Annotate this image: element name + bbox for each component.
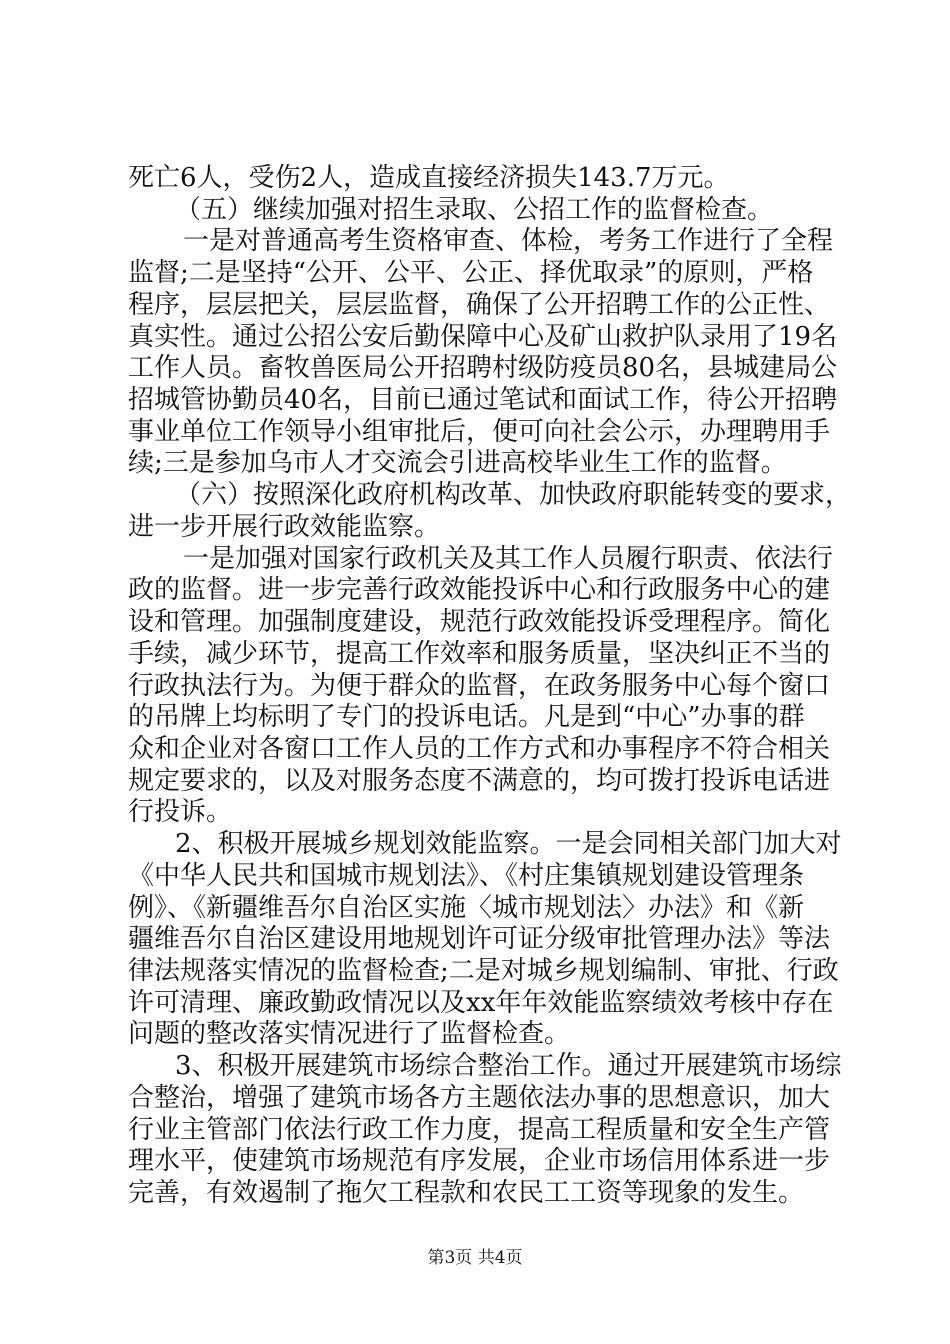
text-line: 死亡6人，受伤2人，造成直接经济损失143.7万元。 [128,163,730,193]
text-line: 规定要求的，以及对服务态度不满意的，均可拨打投诉电话进 [128,765,831,796]
text-line: 政的监督。进一步完善行政效能投诉中心和行政服务中心的建 [128,575,831,606]
text-line: 许可清理、廉政勤政情况以及xx年年效能监察绩效考核中存在 [128,987,834,1018]
text-line: 监督;二是坚持“公开、公平、公正、择优取录”的原则，严格 [128,258,814,289]
text-line: 行政执法行为。为便于群众的监督，在政务服务中心每个窗口 [128,670,831,701]
section-heading-5: （五）继续加强对招生录取、公招工作的监督检查。 [175,194,774,225]
text-line: 律法规落实情况的监督检查;二是对城乡规划编制、审批、行政 [128,955,839,986]
page-number-footer: 第3页 共4页 [427,1248,523,1268]
text-line: 理水平，使建筑市场规范有序发展，企业市场信用体系进一步 [128,1146,831,1177]
text-line: 进一步开展行政效能监察。 [128,511,441,542]
text-line: 程序，层层把关，层层监督，确保了公开招聘工作的公正性、 [128,289,831,320]
text-line: 例》、《新疆维吾尔自治区实施〈城市规划法〉办法》和《新 [128,892,805,923]
text-line: 招城管协勤员40名，目前已通过笔试和面试工作，待公开招聘 [128,385,838,416]
text-line: 事业单位工作领导小组审批后，便可向社会公示，办理聘用手 [128,416,831,447]
text-line: 手续，减少环节，提高工作效率和服务质量，坚决纠正不当的 [128,638,831,669]
text-line: 一是加强对国家行政机关及其工作人员履行职责、依法行 [183,543,834,574]
text-line: 疆维吾尔自治区建设用地规划许可证分级审批管理办法》等法 [128,924,831,955]
text-line: 续;三是参加乌市人才交流会引进高校毕业生工作的监督。 [128,448,787,479]
text-line: 众和企业对各窗口工作人员的工作方式和办事程序不符合相关 [128,733,831,764]
text-line: 行业主管部门依法行政工作力度，提高工程质量和安全生产管 [128,1114,831,1145]
text-line: 问题的整改落实情况进行了监督检查。 [128,1019,571,1050]
text-line: 工作人员。畜牧兽医局公开招聘村级防疫员80名，县城建局公 [128,353,838,384]
text-line: 行投诉。 [128,797,233,828]
text-line: 《中华人民共和国城市规划法》、《村庄集镇规划建设管理条 [128,860,805,891]
section-heading-6: （六）按照深化政府机构改革、加快政府职能转变的要求， [175,480,852,511]
text-line: 完善，有效遏制了拖欠工程款和农民工工资等现象的发生。 [128,1178,805,1208]
text-line: 真实性。通过公招公安后勤保障中心及矿山救护队录用了19名 [128,321,838,352]
text-line: 一是对普通高考生资格审查、体检，考务工作进行了全程 [183,226,834,257]
text-line: 设和管理。加强制度建设，规范行政效能投诉受理程序。简化 [128,607,831,638]
text-line: 的吊牌上均标明了专门的投诉电话。凡是到“中心”办事的群 [128,702,805,733]
text-line: 3、积极开展建筑市场综合整治工作。通过开展建筑市场综 [175,1051,842,1082]
text-line: 2、积极开展城乡规划效能监察。一是会同相关部门加大对 [175,829,842,860]
text-line: 合整治，增强了建筑市场各方主题依法办事的思想意识，加大 [128,1082,831,1113]
